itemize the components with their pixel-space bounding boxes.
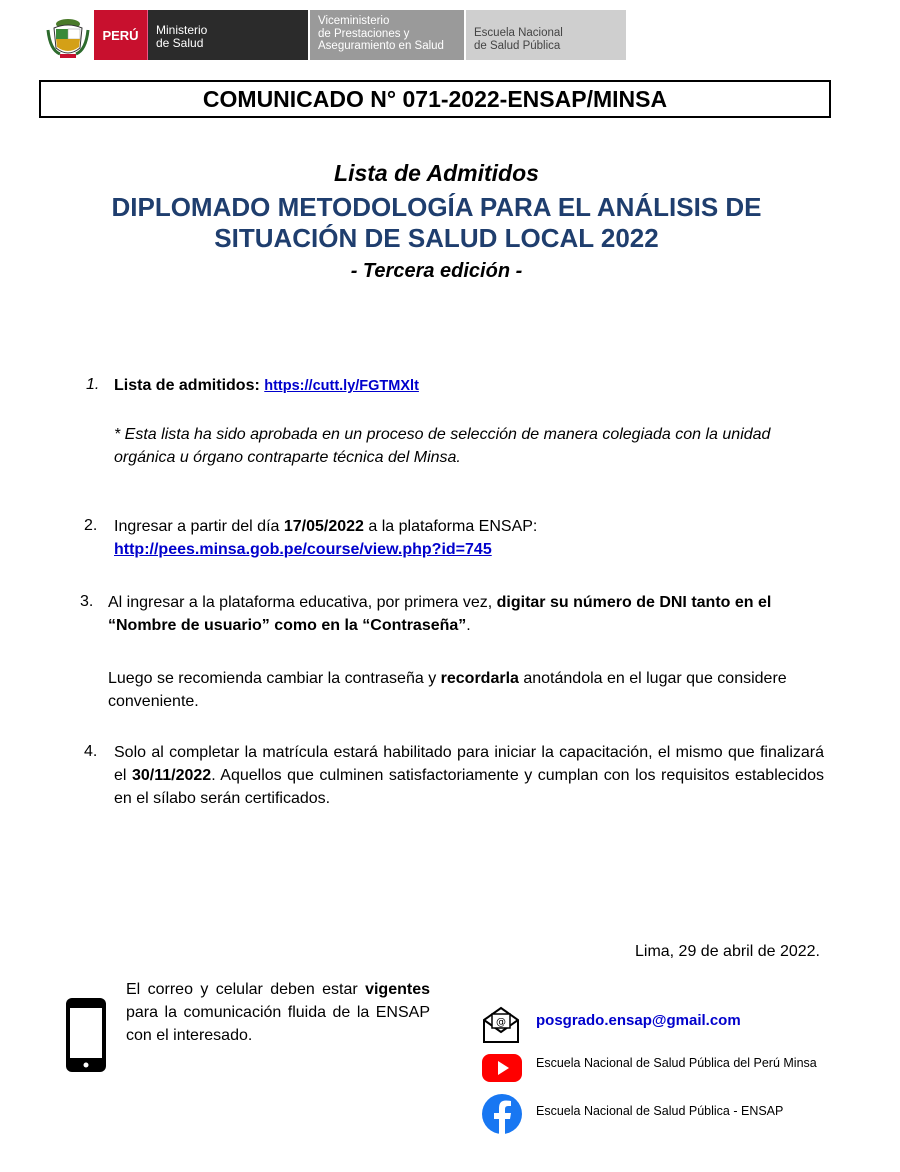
item-3-text: [108, 591, 820, 637]
item-3-number: 3.: [80, 593, 94, 610]
svg-text:@: @: [496, 1017, 506, 1028]
item-2-text-b: a la plataforma ENSAP:: [363, 518, 538, 535]
item-3-text-b: .: [466, 617, 471, 634]
phone-note-a: El correo y celular deben estar: [126, 981, 366, 998]
item-3-para2-a: Luego se recomienda cambiar la contraseña y: [108, 670, 441, 687]
item-2-text: [114, 515, 832, 561]
email-contact: [480, 1004, 741, 1046]
gov-header: [46, 10, 626, 60]
phone-note: [126, 978, 430, 1047]
vice-ministry-brand-block: [310, 10, 464, 60]
item-3-bold: digitar su número de DNI tanto en el “Nombre de usuario” como en la “Contraseña”: [108, 594, 772, 634]
platform-link[interactable]: http://pees.minsa.gob.pe/course/view.php?id=745: [114, 541, 492, 558]
ministry-line-2: de Salud: [156, 36, 204, 50]
peru-brand-block: PERÚ: [94, 10, 148, 60]
item-2-date: 17/05/2022: [283, 518, 364, 535]
youtube-icon: [480, 1050, 524, 1084]
item-1-number: 1.: [86, 376, 100, 393]
item-3-paragraph-2: [108, 667, 820, 713]
comunicado-title-box: COMUNICADO N° 071-2022-ENSAP/MINSA: [39, 80, 831, 118]
item-4-text-a: Solo al completar la matrícula estará habilitado para iniciar la capacitación, el mismo que finalizará el: [114, 744, 824, 784]
phone-note-b: para la comunicación fluida de la ENSAP con el interesado.: [126, 1004, 430, 1044]
youtube-channel-link[interactable]: Escuela Nacional de Salud Pública del Perú Minsa: [536, 1056, 817, 1070]
item-1-label: Lista de admitidos:: [114, 377, 260, 394]
vice-line-3: Aseguramiento en Salud: [318, 40, 444, 52]
diplomado-line-2: SITUACIÓN DE SALUD LOCAL 2022: [214, 223, 659, 253]
item-1-line: [114, 374, 834, 398]
item-2-text-a: Ingresar a partir del día: [114, 518, 284, 535]
email-icon: [480, 1004, 522, 1046]
ministry-brand-block: [148, 10, 308, 60]
vice-line-1: Viceministerio: [318, 15, 390, 27]
ministry-line-1: Ministerio: [156, 23, 208, 37]
diplomado-title: [0, 192, 873, 254]
school-line-1: Escuela Nacional: [474, 27, 563, 39]
item-4-text: [114, 741, 824, 810]
phone-note-bold: vigentes: [365, 981, 430, 998]
vice-line-2: de Prestaciones y: [318, 27, 410, 40]
school-brand-block: [466, 10, 626, 60]
mobile-phone-icon: [64, 996, 108, 1074]
item-4-date: 30/11/2022: [131, 767, 212, 784]
facebook-contact: [480, 1092, 783, 1136]
item-4-text-b: . Aquellos que culminen satisfactoriamente y cumplan con los requisitos establecidos en el sílabo serán certificados.: [114, 767, 824, 807]
item-1-note: * Esta lista ha sido aprobada en un proceso de selección de manera colegiada con la unidad orgánica u órgano contraparte técnica del Minsa.: [114, 426, 771, 466]
facebook-icon: [480, 1092, 524, 1136]
youtube-contact: [480, 1050, 817, 1084]
lista-title: Lista de Admitidos: [334, 160, 539, 186]
place-date: Lima, 29 de abril de 2022.: [634, 943, 820, 960]
item-3-para2-b: anotándola en el lugar que considere conveniente.: [108, 670, 787, 710]
item-3-para2-bold: recordarla: [440, 670, 519, 687]
diplomado-line-1: DIPLOMADO METODOLOGÍA PARA EL ANÁLISIS DE: [111, 192, 762, 222]
item-4-number: 4.: [84, 743, 98, 760]
facebook-page-link[interactable]: Escuela Nacional de Salud Pública - ENSAP: [536, 1104, 784, 1118]
peru-coat-of-arms-icon: [46, 10, 90, 60]
item-2-number: 2.: [84, 517, 98, 534]
edition-subtitle: - Tercera edición -: [350, 260, 523, 282]
admitted-list-link[interactable]: https://cutt.ly/FGTMXlt: [264, 378, 419, 394]
item-3-text-a: Al ingresar a la plataforma educativa, por primera vez,: [108, 594, 497, 611]
school-line-2: de Salud Pública: [474, 39, 561, 52]
email-link[interactable]: posgrado.ensap@gmail.com: [536, 1011, 741, 1029]
